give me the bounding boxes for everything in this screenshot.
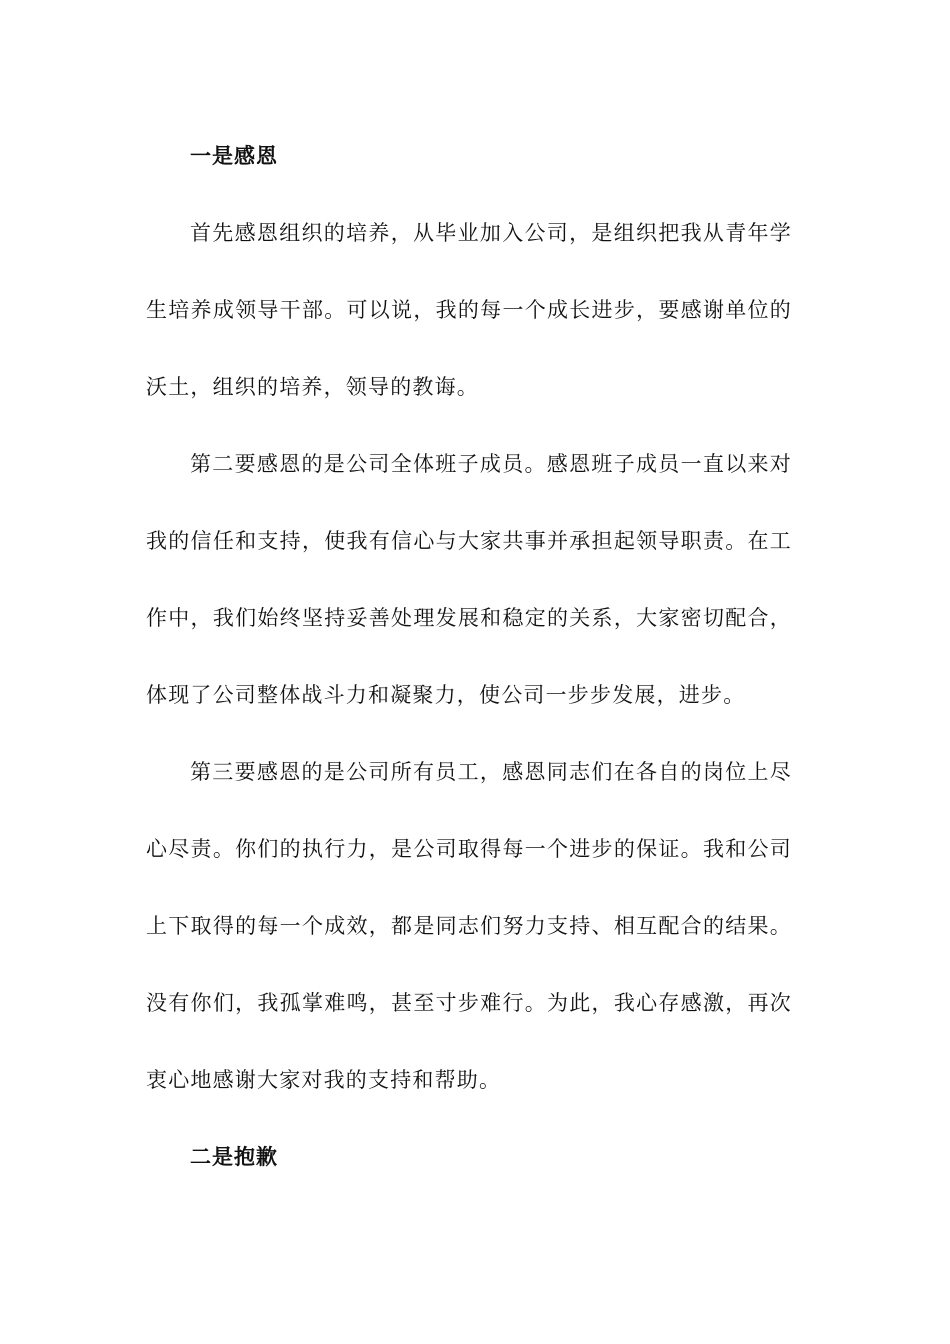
paragraph-staff-gratitude: 第三要感恩的是公司所有员工，感恩同志们在各自的岗位上尽心尽责。你们的执行力，是公司取得每一个进步的保证。我和公司上下取得的每一个成效，都是同志们努力支持、相互配合的结果。没有你们，我孤掌难鸣，甚至寸步难行。为此，我心存感激，再次衷心地感谢大家对我的支持和帮助。 (146, 760, 792, 1092)
section-heading-gratitude: 一是感恩 (190, 144, 278, 168)
section-heading-apology: 二是抱歉 (190, 1145, 278, 1169)
paragraph-organization-gratitude: 首先感恩组织的培养，从毕业加入公司，是组织把我从青年学生培养成领导干部。可以说，我的每一个成长进步，要感谢单位的沃土，组织的培养，领导的教诲。 (146, 221, 792, 399)
document-body (146, 118, 792, 1196)
paragraph-team-gratitude: 第二要感恩的是公司全体班子成员。感恩班子成员一直以来对我的信任和支持，使我有信心与大家共事并承担起领导职责。在工作中，我们始终坚持妥善处理发展和稳定的关系，大家密切配合，体现了公司整体战斗力和凝聚力，使公司一步步发展，进步。 (146, 452, 792, 707)
